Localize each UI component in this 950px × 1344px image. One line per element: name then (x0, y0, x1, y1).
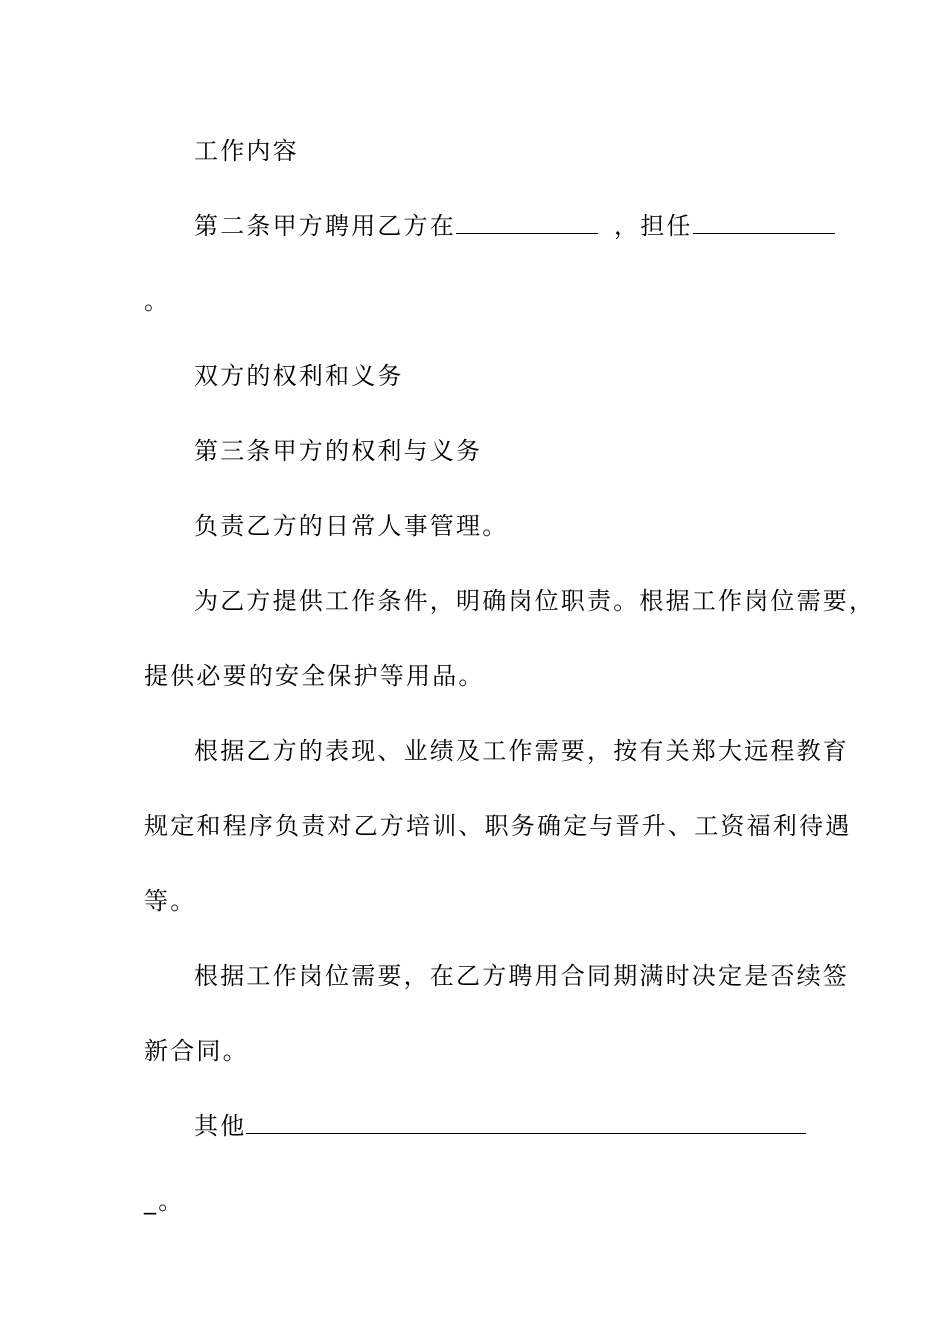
workplace-blank (456, 211, 598, 234)
article-2-position-text: ，担任 (614, 212, 693, 240)
position-blank (693, 211, 835, 234)
clause-work-conditions-line2: 提供必要的安全保护等用品。 (144, 662, 485, 690)
other-end: _。 (144, 1187, 185, 1215)
section-heading-rights-obligations: 双方的权利和义务 (194, 362, 404, 390)
clause-personnel-management: 负责乙方的日常人事管理。 (194, 512, 509, 540)
article-2-end: 。 (144, 287, 171, 315)
article-2-text: 第二条甲方聘用乙方在 (194, 212, 456, 240)
clause-training-line3: 等。 (144, 887, 197, 915)
article-3-heading: 第三条甲方的权利与义务 (194, 437, 483, 465)
clause-renewal-line1: 根据工作岗位需要，在乙方聘用合同期满时决定是否续签 (194, 962, 849, 990)
article-2-line (194, 211, 835, 241)
other-blank (246, 1111, 806, 1134)
clause-renewal-line2: 新合同。 (144, 1037, 249, 1065)
other-label: 其他 (194, 1112, 247, 1140)
clause-training-line1: 根据乙方的表现、业绩及工作需要，按有关郑大远程教育 (194, 737, 849, 765)
clause-work-conditions-line1: 为乙方提供工作条件，明确岗位职责。根据工作岗位需要， (194, 587, 876, 615)
section-heading-work-content: 工作内容 (194, 137, 299, 165)
other-line (194, 1111, 806, 1141)
clause-training-line2: 规定和程序负责对乙方培训、职务确定与晋升、工资福利待遇 (144, 812, 852, 840)
